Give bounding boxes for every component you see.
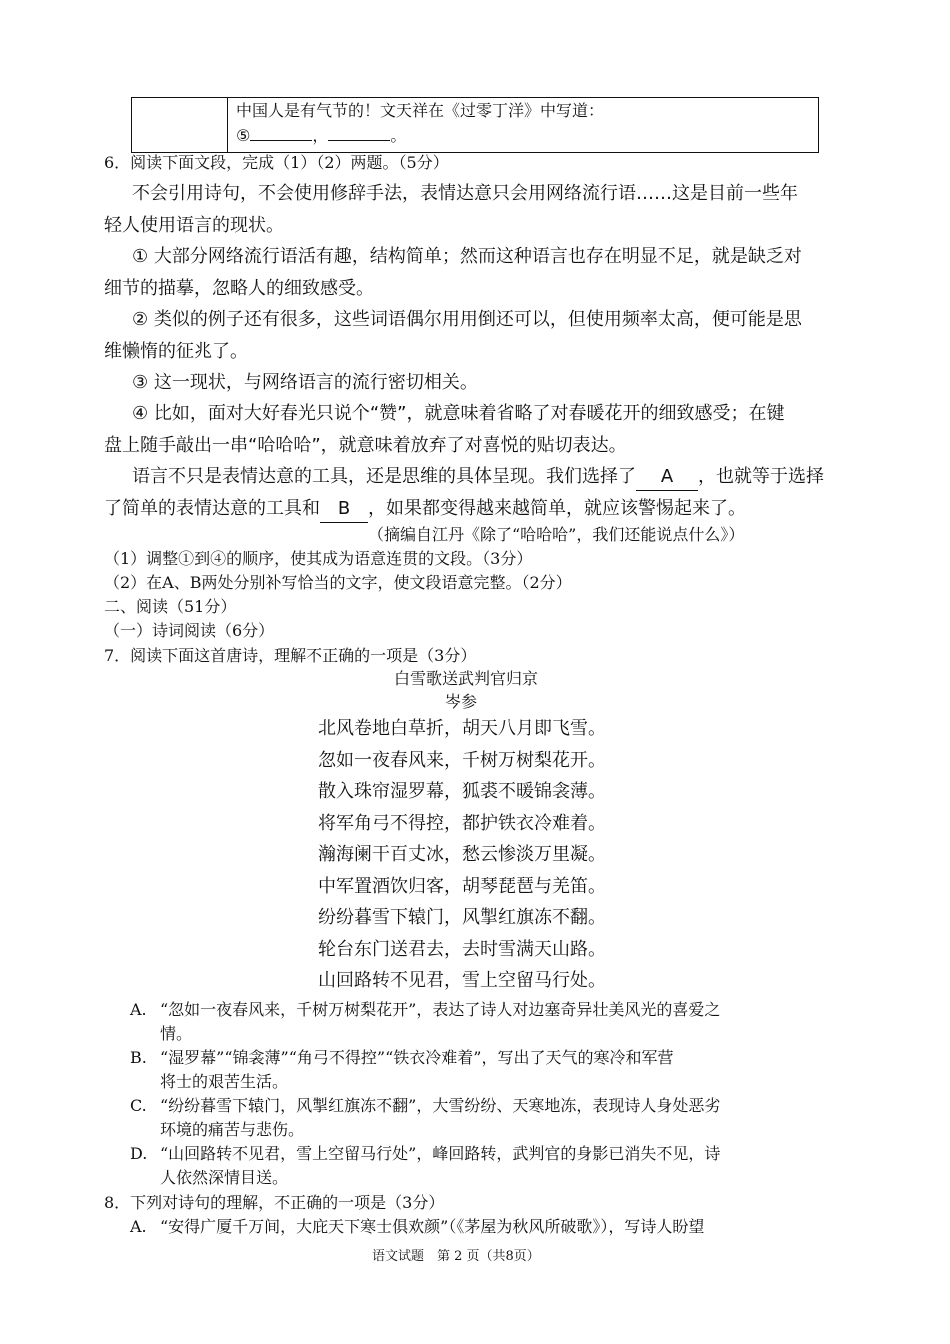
comma: ， [312,126,329,145]
poem-line: 瀚海阑干百丈冰，愁云惨淡万里凝。 [318,844,606,865]
q6-conclusion-line-1 [132,464,824,491]
q6-conclusion-line-2 [104,496,746,523]
table-line-2 [228,122,818,147]
q6-intro-line-2: 轻人使用语言的现状。 [104,215,284,236]
q6-sentence-3: ③ 这一现状，与网络语言的流行密切相关。 [132,372,478,393]
q6-sub-question-1: （1）调整①到④的顺序，使其成为语意连贯的文段。（3分） [104,549,533,568]
option-line: “纷纷暮雪下辕门，风掣红旗冻不翻”，大雪纷纷、天寒地冻，表现诗人身处恶劣 [160,1096,721,1115]
answer-table [131,97,819,153]
option-line: “湿罗幕”“锦衾薄”“角弓不得控”“铁衣冷难着”，写出了天气的寒冷和军营 [160,1048,674,1067]
q6-sentence-2-line-1: ② 类似的例子还有很多，这些词语偶尔用用倒还可以，但使用频率太高，便可能是思 [132,309,802,330]
poem-line: 忽如一夜春风来，千树万树梨花开。 [318,749,606,771]
q8-stem: 8．下列对诗句的理解，不正确的一项是（3分） [104,1193,445,1212]
q7-option-a[interactable] [130,998,855,1046]
poem-line: 轮台东门送君去，去时雪满天山路。 [318,938,606,960]
conclusion-text: ，如果都变得越来越简单，就应该警惕起来了。 [368,498,746,519]
conclusion-text: 语言不只是表情达意的工具，还是思维的具体呈现。我们选择了 [132,466,636,487]
q6-sentence-2-line-2: 维懒惰的征兆了。 [104,341,248,362]
item-number: ⑤ [236,126,251,145]
poem-line: 散入珠帘湿罗幕，狐裘不暖锦衾薄。 [318,781,606,802]
table-left-cell [132,98,228,153]
option-line: “山回路转不见君，雪上空留马行处”，峰回路转，武判官的身影已消失不见，诗 [160,1144,721,1163]
poem-line: 将军角弓不得控，都护铁衣冷难着。 [318,812,606,834]
blank-b[interactable]: B [320,496,368,523]
option-line: 情。 [160,1024,193,1043]
section-2-1-heading: （一）诗词阅读（6分） [104,621,275,640]
option-label: C. [130,1096,147,1115]
q7-option-b[interactable] [130,1046,855,1094]
poem-line: 山回路转不见君，雪上空留马行处。 [318,970,606,991]
q6-source: （摘编自江丹《除了“哈哈哈”，我们还能说点什么》） [368,525,745,544]
q6-sentence-1-line-1: ① 大部分网络流行语活有趣，结构简单；然而这种语言也存在明显不足，就是缺乏对 [132,246,802,267]
q6-sub-question-2: （2）在A、B两处分别补写恰当的文字，使文段语意完整。（2分） [104,573,572,592]
blank-line[interactable] [250,122,312,141]
q6-sentence-1-line-2: 细节的描摹，忽略人的细致感受。 [104,278,374,299]
poem-body [318,713,638,997]
poem-title: 白雪歌送武判官归京 [394,669,539,688]
page-footer: 语文试题 第 2 页（共8页） [372,1249,540,1264]
conclusion-text: 了简单的表情达意的工具和 [104,498,320,519]
blank-a[interactable]: A [636,464,698,491]
poem-line: 北风卷地白草折，胡天八月即飞雪。 [318,718,606,739]
conclusion-text: ，也就等于选择 [698,466,824,487]
q7-option-c[interactable] [130,1094,855,1142]
poem-line: 纷纷暮雪下辕门，风掣红旗冻不翻。 [318,907,606,928]
q7-option-d[interactable] [130,1142,855,1190]
blank-line[interactable] [328,122,390,141]
q6-sentence-4-line-2: 盘上随手敲出一串“哈哈哈”，就意味着放弃了对喜悦的贴切表达。 [104,435,627,456]
option-label: B. [130,1048,147,1067]
period: 。 [390,126,407,145]
q6-sentence-4-line-1: ④ 比如，面对大好春光只说个“赞”，就意味着省略了对春暖花开的细致感受；在键 [132,403,785,424]
option-label: D. [130,1144,148,1163]
option-line: 环境的痛苦与悲伤。 [160,1120,305,1139]
option-label: A. [130,1000,147,1019]
q6-stem: 6．阅读下面文段，完成（1）（2）两题。（5分） [104,153,449,172]
option-line: “忽如一夜春风来，千树万树梨花开”，表达了诗人对边塞奇异壮美风光的喜爱之 [160,1000,721,1019]
poem-line: 中军置酒饮归客，胡琴琵琶与羌笛。 [318,875,606,897]
option-line: 人依然深情目送。 [160,1168,289,1187]
q6-intro-line-1: 不会引用诗句，不会使用修辞手法，表情达意只会用网络流行语……这是目前一些年 [132,183,798,204]
table-right-cell [228,98,819,153]
option-label: A. [130,1217,147,1236]
option-line: “安得广厦千万间，大庇天下寒士俱欢颜”（《茅屋为秋风所破歌》），写诗人盼望 [160,1217,705,1236]
option-line: 将士的艰苦生活。 [160,1072,289,1091]
section-2-heading: 二、阅读（51分） [104,597,237,616]
q8-option-a[interactable] [130,1215,855,1239]
table-line-1: 中国人是有气节的！文天祥在《过零丁洋》中写道： [236,101,605,120]
poem-author: 岑参 [445,692,478,711]
q7-stem: 7．阅读下面这首唐诗，理解不正确的一项是（3分） [104,646,477,665]
